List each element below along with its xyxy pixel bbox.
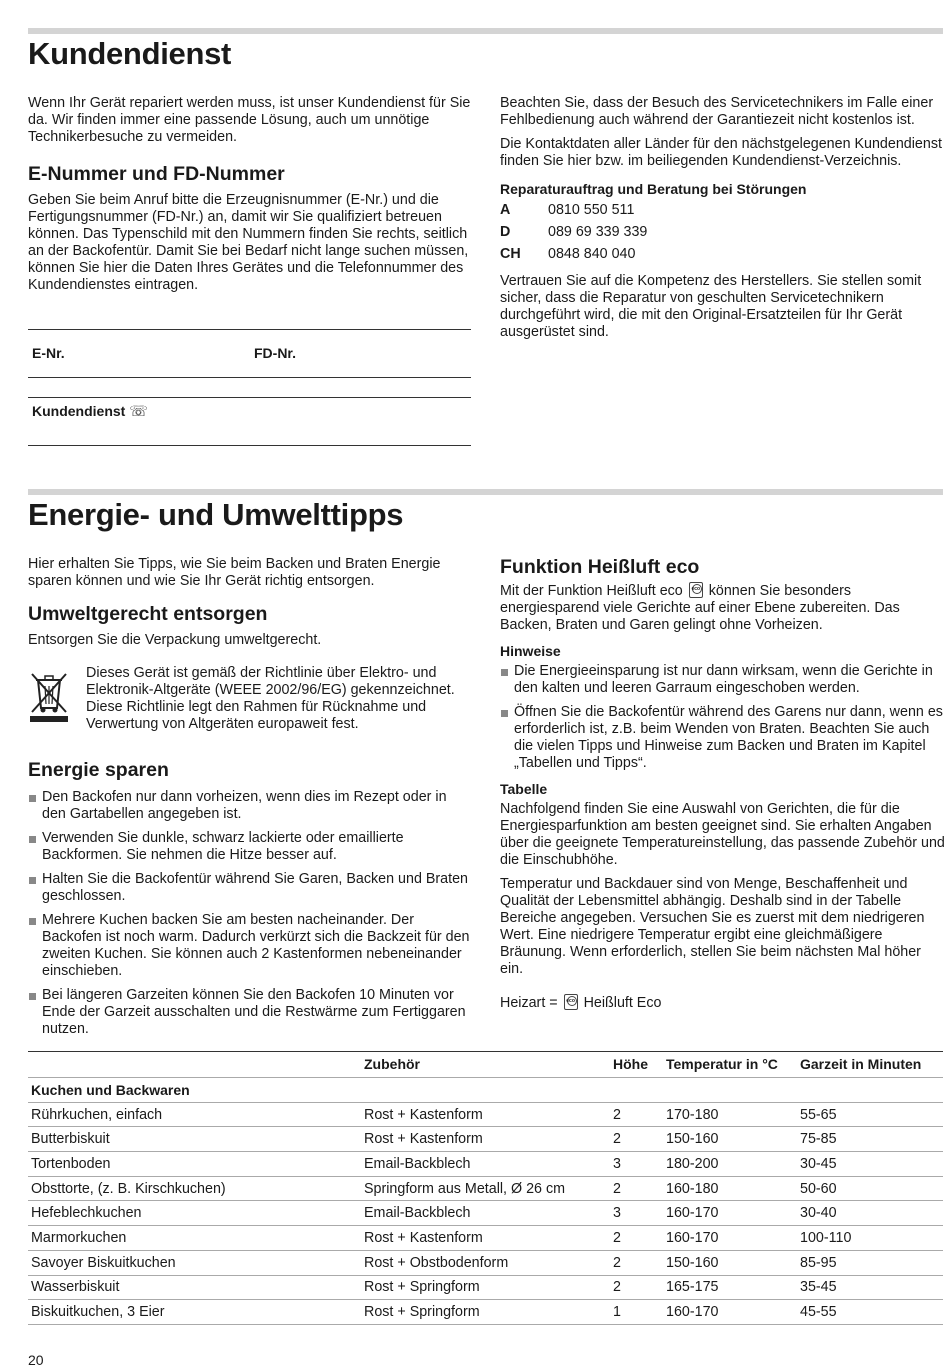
table-intro-2: Temperatur und Backdauer sind von Menge, Beschaffenheit und Qualität der Lebensmittel abhängig. Deshalb sind in der Tabelle Bereiche angegeben. Versuchen Sie es zuerst mit dem niedrigeren Wert. Eine niedrigere Temperatur ergibt eine gleichmäßigere Bräunung. Wenn erforderlich, stellen Sie beim nächsten Mal höher ein. bbox=[500, 876, 925, 977]
table-cell: Rost + Kastenform bbox=[361, 1102, 610, 1127]
table-row bbox=[28, 1102, 943, 1127]
table-cell: 150-160 bbox=[663, 1250, 797, 1275]
table-cell: 150-160 bbox=[663, 1127, 797, 1152]
country-code: D bbox=[500, 224, 511, 240]
form-line-top bbox=[28, 329, 471, 330]
list-item: Mehrere Kuchen backen Sie am besten nacheinander. Der Backofen ist noch warm. Dadurch verkürzt sich die Backzeit für den zweiten Kuchen. Sie können auch 2 Kastenformen nebeneinander einschieben. bbox=[28, 912, 473, 980]
list-item: Öffnen Sie die Backofentür während des Garens nur dann, wenn es erforderlich ist, z.B. beim Wenden von Braten. Beachten Sie auch die vielen Tipps und Hinweise zum Backen und Braten im Kapitel „Tabellen und Tipps“. bbox=[500, 704, 945, 772]
table-cell: Rost + Kastenform bbox=[361, 1226, 610, 1251]
phone-row bbox=[500, 246, 945, 263]
table-cell: Rost + Springform bbox=[361, 1300, 610, 1325]
energie-right-column bbox=[500, 555, 945, 1019]
column-header: Garzeit in Minuten bbox=[797, 1052, 943, 1078]
weee-text: Dieses Gerät ist gemäß der Richtlinie über Elektro- und Elektronik-Altgeräte (WEEE 2002/96/EG) gekennzeichnet. Diese Richtlinie legt den Rahmen für Rücknahme und Verwertung von Altgeräten europaweit fest. bbox=[86, 665, 455, 732]
table-cell: 165-175 bbox=[663, 1275, 797, 1300]
eco-text-start: Mit der Funktion Heißluft eco bbox=[500, 583, 683, 599]
phone-number: 0810 550 511 bbox=[548, 202, 635, 218]
table-cell: Springform aus Metall, Ø 26 cm bbox=[361, 1176, 610, 1201]
table-intro-1: Nachfolgend finden Sie eine Auswahl von Gerichten, die für die Energiesparfunktion am besten geeignet sind. Sie erhalten Angaben über die geeignete Temperatureinstellung, das passende Zubehör und die Einschubhöhe. bbox=[500, 801, 945, 868]
country-code: A bbox=[500, 202, 511, 218]
hints-heading: Hinweise bbox=[500, 643, 561, 659]
hot-air-eco-icon bbox=[564, 994, 578, 1010]
section-divider-middle bbox=[28, 489, 943, 495]
table-cell: Email-Backblech bbox=[361, 1152, 610, 1177]
table-group-row bbox=[28, 1078, 943, 1103]
energie-sparen-block bbox=[28, 758, 473, 1045]
table-cell: 85-95 bbox=[797, 1250, 943, 1275]
table-cell: 170-180 bbox=[663, 1102, 797, 1127]
phone-row bbox=[500, 224, 945, 241]
kundendienst-right-column bbox=[500, 95, 945, 348]
contact-info-note: Die Kontaktdaten aller Länder für den nächstgelegenen Kundendienst finden Sie hier bzw. im beiliegenden Kundendienst-Verzeichnis. bbox=[500, 136, 942, 169]
repair-heading: Reparaturauftrag und Beratung bei Störungen bbox=[500, 181, 807, 197]
table-row bbox=[28, 1300, 943, 1325]
hints-list bbox=[500, 663, 945, 772]
table-cell: 50-60 bbox=[797, 1176, 943, 1201]
table-header-row bbox=[28, 1052, 943, 1078]
table-cell: 2 bbox=[610, 1102, 663, 1127]
table-row bbox=[28, 1226, 943, 1251]
table-row bbox=[28, 1250, 943, 1275]
eco-text bbox=[500, 582, 945, 634]
phone-list bbox=[500, 202, 945, 263]
table-cell: 1 bbox=[610, 1300, 663, 1325]
hot-air-eco-icon bbox=[689, 582, 703, 598]
table-cell: Obsttorte, (z. B. Kirschkuchen) bbox=[28, 1176, 361, 1201]
table-cell: 180-200 bbox=[663, 1152, 797, 1177]
page-number: 20 bbox=[28, 1352, 44, 1368]
heizart-value: Heißluft Eco bbox=[583, 995, 662, 1011]
table-cell: Rost + Kastenform bbox=[361, 1127, 610, 1152]
table-cell: 160-170 bbox=[663, 1300, 797, 1325]
form-line-service-bottom bbox=[28, 445, 471, 446]
manufacturer-note: Vertrauen Sie auf die Kompetenz des Herstellers. Sie stellen somit sicher, dass die Reparatur von geschulten Servicetechnikern durchgeführt wird, die mit den Original-Ersatzteilen für Ihr Gerät ausgerüstet sind. bbox=[500, 273, 922, 340]
heizart-label: Heizart = bbox=[500, 995, 558, 1011]
table-cell: 2 bbox=[610, 1176, 663, 1201]
table-cell: Email-Backblech bbox=[361, 1201, 610, 1226]
table-cell: 100-110 bbox=[797, 1226, 943, 1251]
eco-text-end: können Sie besonders energiesparend viele Gerichte auf einer Ebene zubereiten. Das Backen, Braten und Garen gelingt ohne Vorheizen. bbox=[500, 583, 900, 633]
table-cell: Rost + Obstbodenform bbox=[361, 1250, 610, 1275]
service-label bbox=[32, 402, 148, 420]
table-cell: Biskuitkuchen, 3 Eier bbox=[28, 1300, 361, 1325]
baking-table bbox=[28, 1051, 943, 1325]
table-cell: 30-45 bbox=[797, 1152, 943, 1177]
enr-label: E-Nr. bbox=[32, 345, 65, 361]
heizart-line bbox=[500, 994, 945, 1012]
country-code: CH bbox=[500, 246, 521, 262]
eco-heading: Funktion Heißluft eco bbox=[500, 556, 700, 578]
table-cell: Tortenboden bbox=[28, 1152, 361, 1177]
form-line-enr-bottom bbox=[28, 377, 471, 378]
table-heading: Tabelle bbox=[500, 781, 548, 797]
energie-left-column bbox=[28, 556, 473, 656]
list-item: Die Energieeinsparung ist nur dann wirksam, wenn die Gerichte in den kalten und leeren Garraum eingeschoben werden. bbox=[500, 663, 945, 697]
weee-bin-icon bbox=[28, 670, 70, 722]
table-cell: 75-85 bbox=[797, 1127, 943, 1152]
table-cell: Rührkuchen, einfach bbox=[28, 1102, 361, 1127]
list-item: Den Backofen nur dann vorheizen, wenn dies im Rezept oder in den Gartabellen angegeben ist. bbox=[28, 789, 473, 823]
fault-cost-note: Beachten Sie, dass der Besuch des Servicetechnikers im Falle einer Fehlbedienung auch während der Garantiezeit nicht kostenlos ist. bbox=[500, 95, 934, 128]
enumber-heading: E-Nummer und FD-Nummer bbox=[28, 163, 285, 185]
table-row bbox=[28, 1275, 943, 1300]
section-divider-top bbox=[28, 28, 943, 34]
table-cell: 2 bbox=[610, 1127, 663, 1152]
list-item: Verwenden Sie dunkle, schwarz lackierte oder emaillierte Backformen. Sie nehmen die Hitze besser auf. bbox=[28, 830, 473, 864]
kundendienst-left-column bbox=[28, 95, 473, 301]
table-cell: Wasserbiskuit bbox=[28, 1275, 361, 1300]
table-cell: 160-170 bbox=[663, 1201, 797, 1226]
enumber-text: Geben Sie beim Anruf bitte die Erzeugnisnummer (E-Nr.) und die Fertigungsnummer (FD-Nr.) an, damit wir Sie qualifiziert betreuen können. Das Typenschild mit den Nummern finden Sie rechts, seitlich an der Backofentür. Damit Sie bei Bedarf nicht lange suchen müssen, können Sie hier die Daten Ihres Gerätes und die Telefonnummer des Kundendienstes eintragen. bbox=[28, 192, 469, 293]
table-cell: 55-65 bbox=[797, 1102, 943, 1127]
phone-row bbox=[500, 202, 945, 219]
list-item: Bei längeren Garzeiten können Sie den Backofen 10 Minuten vor Ende der Garzeit ausschalten und die Restwärme zum Fertiggaren nutzen. bbox=[28, 987, 473, 1038]
table-cell: Butterbiskuit bbox=[28, 1127, 361, 1152]
group-label: Kuchen und Backwaren bbox=[28, 1078, 943, 1103]
dispose-text: Entsorgen Sie die Verpackung umweltgerecht. bbox=[28, 632, 322, 648]
table-cell: Rost + Springform bbox=[361, 1275, 610, 1300]
kundendienst-intro: Wenn Ihr Gerät repariert werden muss, ist unser Kundendienst für Sie da. Wir finden immer eine passende Lösung, auch um unnötige Technikerbesuche zu vermeiden. bbox=[28, 95, 471, 145]
phone-number: 089 69 339 339 bbox=[548, 224, 648, 240]
table-cell: 3 bbox=[610, 1152, 663, 1177]
table-cell: Hefeblechkuchen bbox=[28, 1201, 361, 1226]
section-title-energie: Energie- und Umwelttipps bbox=[28, 497, 404, 532]
table-cell: 30-40 bbox=[797, 1201, 943, 1226]
energie-intro: Hier erhalten Sie Tipps, wie Sie beim Backen und Braten Energie sparen können und wie Sie Ihr Gerät richtig entsorgen. bbox=[28, 556, 441, 589]
table-cell: 3 bbox=[610, 1201, 663, 1226]
table-cell: 35-45 bbox=[797, 1275, 943, 1300]
table-cell: 2 bbox=[610, 1226, 663, 1251]
table-row bbox=[28, 1127, 943, 1152]
table-cell: 2 bbox=[610, 1275, 663, 1300]
phone-number: 0848 840 040 bbox=[548, 246, 636, 262]
table-cell: 2 bbox=[610, 1250, 663, 1275]
telephone-icon: ☏ bbox=[129, 402, 148, 420]
save-list bbox=[28, 789, 473, 1038]
fdnr-label: FD-Nr. bbox=[254, 345, 296, 361]
table-row bbox=[28, 1152, 943, 1177]
dispose-heading: Umweltgerecht entsorgen bbox=[28, 603, 268, 625]
table-cell: 45-55 bbox=[797, 1300, 943, 1325]
table-cell: Savoyer Biskuitkuchen bbox=[28, 1250, 361, 1275]
column-header: Höhe bbox=[610, 1052, 663, 1078]
column-header: Zubehör bbox=[361, 1052, 610, 1078]
service-label-text: Kundendienst bbox=[32, 403, 126, 419]
table-cell: Marmorkuchen bbox=[28, 1226, 361, 1251]
section-title-kundendienst: Kundendienst bbox=[28, 36, 232, 71]
form-line-service-top bbox=[28, 397, 471, 398]
save-heading: Energie sparen bbox=[28, 759, 169, 781]
column-header bbox=[28, 1052, 361, 1078]
table-row bbox=[28, 1176, 943, 1201]
column-header: Temperatur in °C bbox=[663, 1052, 797, 1078]
table-row bbox=[28, 1201, 943, 1226]
table-cell: 160-170 bbox=[663, 1226, 797, 1251]
list-item: Halten Sie die Backofentür während Sie Garen, Backen und Braten geschlossen. bbox=[28, 871, 473, 905]
table-cell: 160-180 bbox=[663, 1176, 797, 1201]
